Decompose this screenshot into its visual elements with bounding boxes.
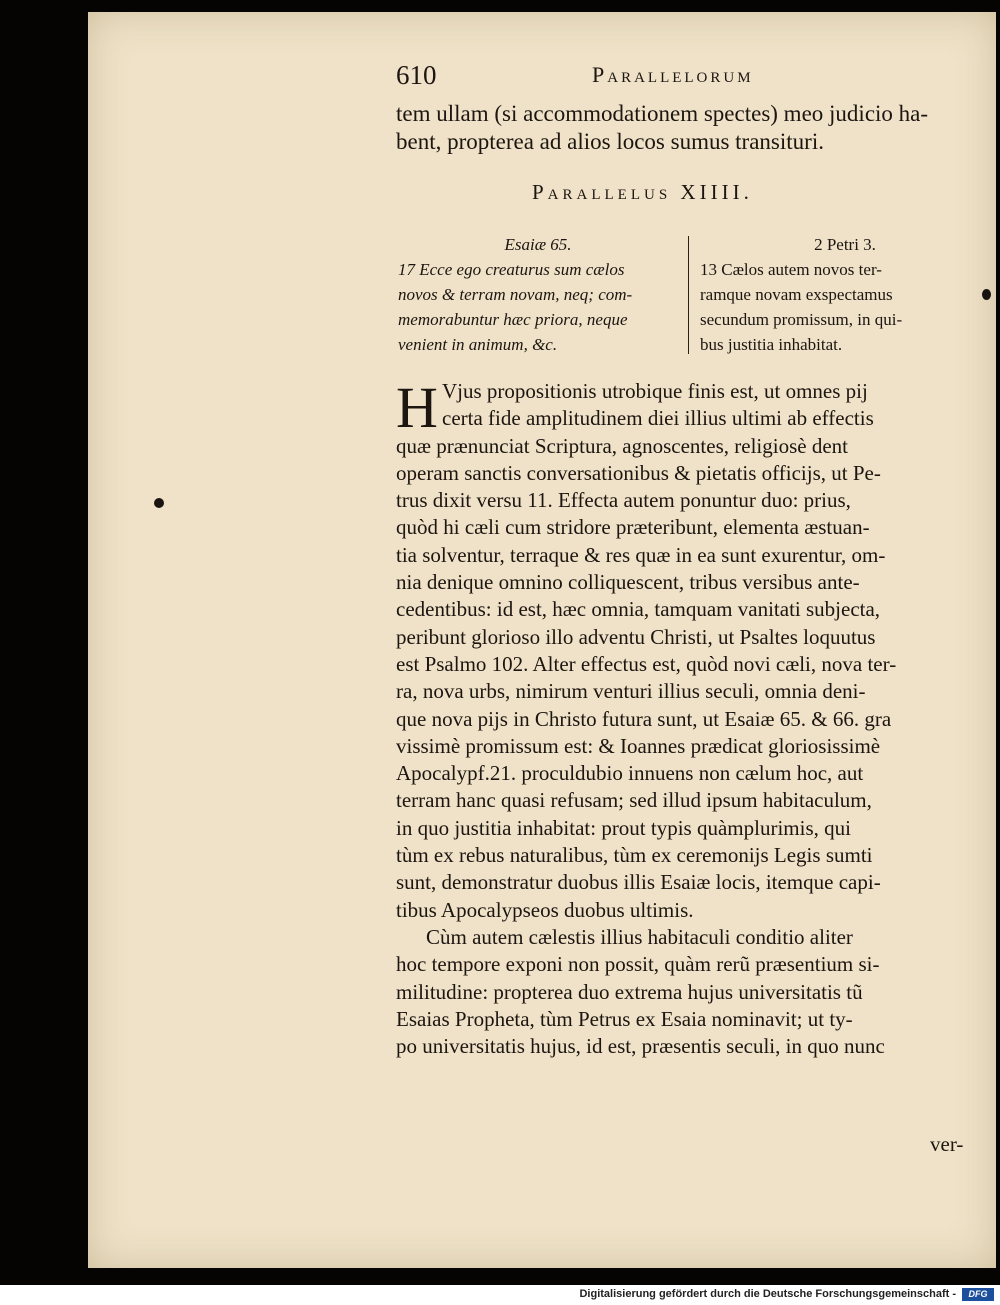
right-column-line: 13 Cælos autem novos ter- [700, 260, 882, 279]
text-line: cedentibus: id est, hæc omnia, tamquam vanitati subjecta, [396, 597, 881, 622]
text-line: que nova pijs in Christo futura sunt, ut Esaiæ 65. & 66. gra [396, 706, 892, 731]
text-line: hoc tempore exponi non possit, quàm rerũ præsentium si- [396, 952, 880, 977]
text-line: sunt, demonstratur duobus illis Esaiæ locis, itemque capi- [396, 870, 881, 895]
left-column-line: 17 Ecce ego creaturus sum cælos [398, 260, 625, 279]
text-line: Vjus propositionis utrobique finis est, ut omnes pij [442, 379, 868, 403]
section-heading: Parallelus XIIII. [532, 180, 753, 204]
text-line: po universitatis hujus, id est, præsentis seculi, in quo nunc [396, 1034, 885, 1059]
text-line: nia denique omnino colliquescent, tribus versibus ante- [396, 570, 860, 595]
page-number: 610 [396, 60, 437, 90]
right-column-petrus [700, 232, 990, 357]
text-line: terram hanc quasi refusam; sed illud ipsum habitaculum, [396, 788, 872, 813]
main-text [396, 375, 986, 1060]
funding-credit: Digitalisierung gefördert durch die Deutsche Forschungsgemeinschaft - [579, 1288, 956, 1300]
text-line: trus dixit versu 11. Effecta autem ponuntur duo: prius, [396, 488, 851, 513]
text-line: quæ prænunciat Scriptura, agnoscentes, religiosè dent [396, 433, 848, 458]
drop-cap: H [396, 375, 438, 440]
footer-bar [0, 1285, 1000, 1305]
text-line: militudine: propterea duo extrema hujus universitatis tũ [396, 979, 863, 1004]
text-line: Cùm autem cælestis illius habitaculi conditio aliter [426, 924, 853, 949]
text-line: certa fide amplitudinem diei illius ultimi ab effectis [442, 406, 874, 431]
text-line: vissimè promissum est: & Ioannes prædicat gloriosissimè [396, 733, 881, 758]
left-column-esaias [398, 232, 678, 357]
catchword: ver- [930, 1132, 964, 1156]
left-column-line: venient in animum, &c. [398, 335, 558, 354]
right-column-line: bus justitia inhabitat. [700, 335, 843, 354]
text-line: peribunt glorioso illo adventu Christi, ut Psaltes loquutus [396, 624, 876, 649]
text-line: tùm ex rebus naturalibus, tùm ex ceremonijs Legis sumti [396, 843, 873, 868]
text-line: operam sanctis conversationibus & pietatis officijs, ut Pe- [396, 460, 881, 485]
text-line: in quo justitia inhabitat: prout typis quàmplurimis, qui [396, 815, 851, 840]
text-line: ra, nova urbs, nimirum venturi illius seculi, omnia deni- [396, 679, 866, 704]
text-line: tibus Apocalypseos duobus ultimis. [396, 897, 694, 922]
text-line: tia solventur, terraque & res quæ in ea sunt exurentur, om- [396, 542, 886, 567]
text-line: est Psalmo 102. Alter effectus est, quòd novi cæli, nova ter- [396, 651, 897, 676]
running-head [396, 58, 836, 92]
left-column-line: novos & terram novam, neq; com- [398, 285, 633, 304]
text-line: Esaias Propheta, tùm Petrus ex Esaia nominavit; ut ty- [396, 1006, 853, 1031]
text-line: bent, propterea ad alios locos sumus transituri. [396, 129, 824, 154]
text-line: quòd hi cæli cum stridore præteribunt, elementa æstuan- [396, 515, 870, 540]
dfg-logo: DFG [962, 1288, 994, 1301]
right-column-title: 2 Petri 3. [814, 235, 876, 254]
column-divider [688, 236, 689, 354]
text-line: tem ullam (si accommodationem spectes) meo judicio ha- [396, 101, 929, 126]
right-column-line: ramque novam exspectamus [700, 285, 893, 304]
running-title: Parallelorum [592, 62, 754, 87]
left-column-line: memorabuntur hæc priora, neque [398, 310, 628, 329]
text-line: Apocalypf.21. proculdubio innuens non cælum hoc, aut [396, 761, 864, 786]
left-column-title: Esaiæ 65. [504, 235, 572, 254]
right-column-line: secundum promissum, in qui- [700, 310, 903, 329]
binding-hole [154, 498, 164, 508]
